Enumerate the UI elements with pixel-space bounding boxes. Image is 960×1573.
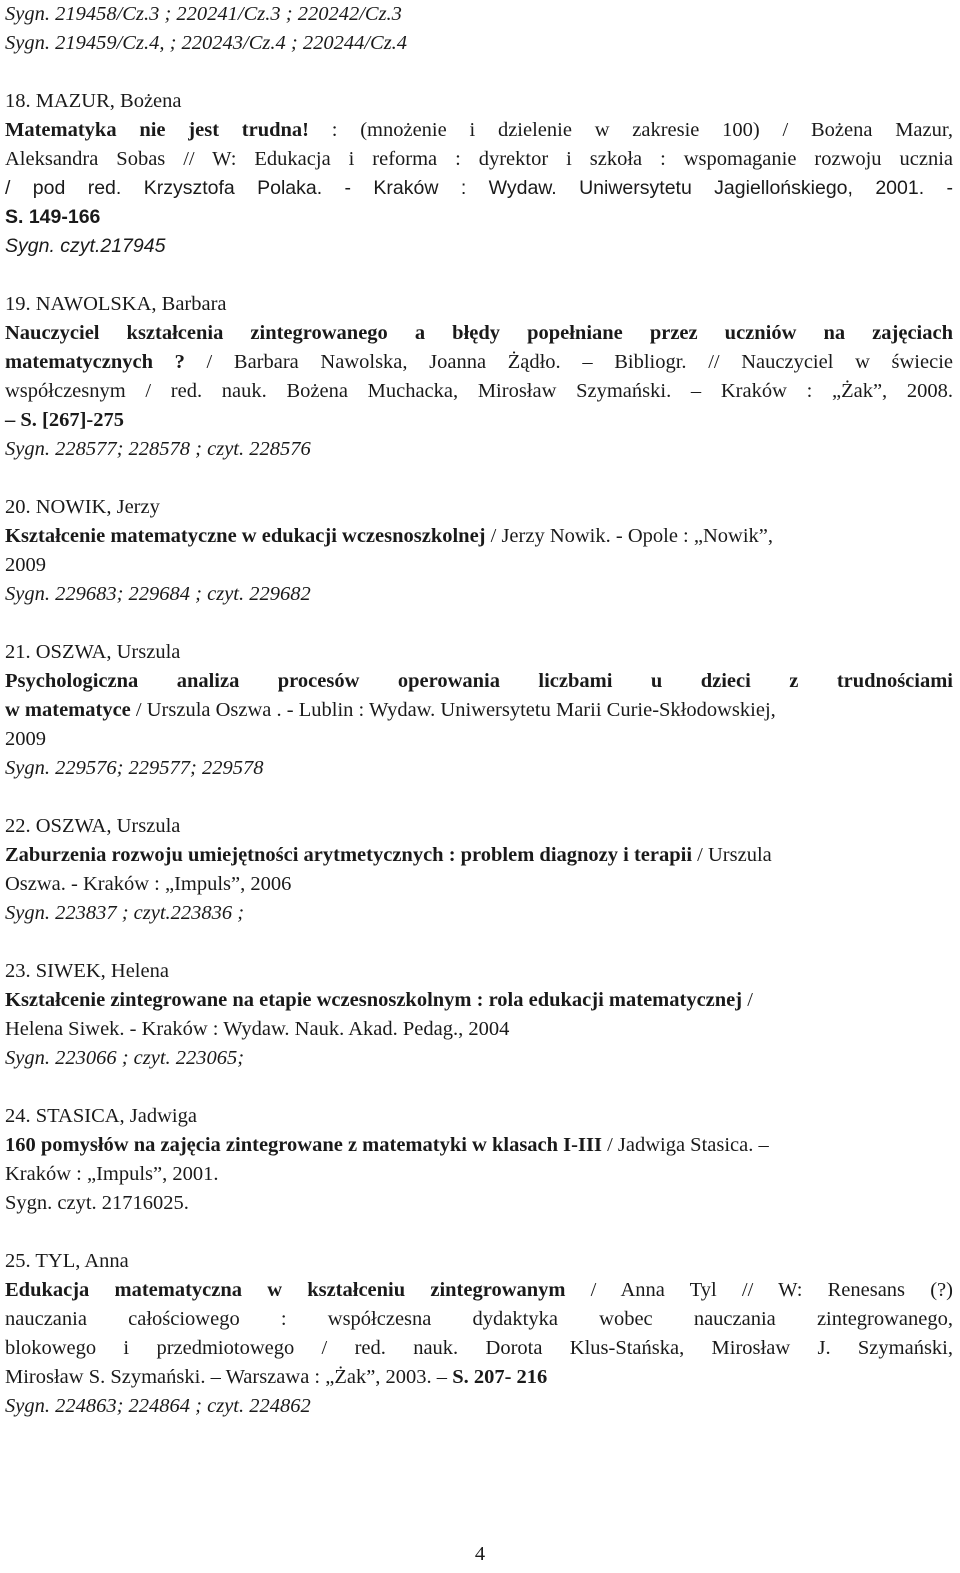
- bibliography-entry: [5, 957, 953, 1073]
- bibliography-entry: [5, 87, 953, 261]
- entry-line: Kształcenie matematyczne w edukacji wczesnoszkolnej / Jerzy Nowik. - Opole : „Nowik”,: [5, 525, 774, 547]
- entry-line: Matematyka nie jest trudna! : (mnożenie i dzielenie w zakresie 100) / Bożena Mazur,: [5, 119, 953, 141]
- entry-call-number: Sygn. 229683; 229684 ; czyt. 229682: [5, 583, 311, 605]
- entry-call-number: Sygn. 223066 ; czyt. 223065;: [5, 1047, 245, 1069]
- bibliography-entry: [5, 493, 953, 609]
- entry-line: matematycznych ? / Barbara Nawolska, Joanna Żądło. – Bibliogr. // Nauczyciel w świecie: [5, 351, 953, 373]
- entry-title: Psychologiczna analiza procesów operowania liczbami u dzieci z trudnościami: [5, 670, 953, 692]
- entry-line: / pod red. Krzysztofa Polaka. - Kraków : Wydaw. Uniwersytetu Jagiellońskiego, 2001. -: [5, 177, 953, 199]
- entry-heading: 20. NOWIK, Jerzy: [5, 496, 160, 518]
- bibliography-entry: [5, 1102, 953, 1218]
- entry-line: Oszwa. - Kraków : „Impuls”, 2006: [5, 873, 292, 895]
- entry-line: 160 pomysłów na zajęcia zintegrowane z matematyki w klasach I-III / Jadwiga Stasica. –: [5, 1134, 769, 1156]
- entry-line: Aleksandra Sobas // W: Edukacja i reforma : dyrektor i szkoła : wspomaganie rozwoju ucznia: [5, 148, 953, 170]
- entry-title: Kształcenie matematyczne w edukacji wczesnoszkolnej: [5, 525, 486, 547]
- entry-heading: 22. OSZWA, Urszula: [5, 815, 181, 837]
- entry-heading: 19. NAWOLSKA, Barbara: [5, 293, 227, 315]
- entry-line: Kraków : „Impuls”, 2001.: [5, 1163, 219, 1185]
- entry-pages: S. 207- 216: [452, 1366, 548, 1388]
- entry-title: Nauczyciel kształcenia zintegrowanego a błędy popełniane przez uczniów na zajęciach: [5, 322, 953, 344]
- bibliography-entry: [5, 1247, 953, 1421]
- entry-call-number: Sygn. czyt.217945: [5, 235, 166, 257]
- bibliography-page: [5, 0, 953, 1421]
- entry-heading: 23. SIWEK, Helena: [5, 960, 169, 982]
- entry-line: Helena Siwek. - Kraków : Wydaw. Nauk. Akad. Pedag., 2004: [5, 1018, 510, 1040]
- entry-title: Edukacja matematyczna w kształceniu zintegrowanym: [5, 1279, 566, 1301]
- entry-line: Zaburzenia rozwoju umiejętności arytmetycznych : problem diagnozy i terapii / Urszula: [5, 844, 772, 866]
- entry-line: 2009: [5, 554, 46, 576]
- entry-call-number: Sygn. 224863; 224864 ; czyt. 224862: [5, 1395, 311, 1417]
- entry-line: Edukacja matematyczna w kształceniu zintegrowanym / Anna Tyl // W: Renesans (?): [5, 1279, 953, 1301]
- entry-heading: 24. STASICA, Jadwiga: [5, 1105, 197, 1127]
- entry-title: 160 pomysłów na zajęcia zintegrowane z matematyki w klasach I-III: [5, 1134, 602, 1156]
- entry-line: Kształcenie zintegrowane na etapie wczesnoszkolnym : rola edukacji matematycznej /: [5, 989, 753, 1011]
- call-number-line: Sygn. 219459/Cz.4, ; 220243/Cz.4 ; 220244/Cz.4: [5, 32, 408, 54]
- entry-call-number: Sygn. 228577; 228578 ; czyt. 228576: [5, 438, 311, 460]
- page-number: 4: [474, 1543, 486, 1565]
- entry-title: Zaburzenia rozwoju umiejętności arytmetycznych : problem diagnozy i terapii: [5, 844, 693, 866]
- entry-line: współczesnym / red. nauk. Bożena Muchacka, Mirosław Szymański. – Kraków : „Żak”, 2008.: [5, 380, 953, 402]
- bibliography-entry: [5, 812, 953, 928]
- call-number-line: Sygn. 219458/Cz.3 ; 220241/Cz.3 ; 220242/Cz.3: [5, 3, 402, 25]
- entry-title: Kształcenie zintegrowane na etapie wczesnoszkolnym : rola edukacji matematycznej: [5, 989, 743, 1011]
- entry-title: w matematyce: [5, 699, 131, 721]
- entry-title: matematycznych ?: [5, 351, 185, 373]
- entry-call-number: Sygn. 223837 ; czyt.223836 ;: [5, 902, 245, 924]
- entry-line: nauczania całościowego : współczesna dydaktyka wobec nauczania zintegrowanego,: [5, 1308, 953, 1330]
- entry-line: w matematyce / Urszula Oszwa . - Lublin : Wydaw. Uniwersytetu Marii Curie-Skłodowskiej,: [5, 699, 776, 721]
- bibliography-entry: [5, 638, 953, 783]
- entry-call-number: Sygn. czyt. 21716025.: [5, 1192, 189, 1214]
- entry-heading: 18. MAZUR, Bożena: [5, 90, 182, 112]
- entry-line: – S. [267]-275: [5, 409, 125, 431]
- entry-call-number: Sygn. 229576; 229577; 229578: [5, 757, 264, 779]
- entry-line: Mirosław S. Szymański. – Warszawa : „Żak”, 2003. – S. 207- 216: [5, 1366, 548, 1388]
- bibliography-entry: [5, 290, 953, 464]
- entry-heading: 21. OSZWA, Urszula: [5, 641, 181, 663]
- entry-line: 2009: [5, 728, 46, 750]
- entry-line: S. 149-166: [5, 206, 101, 228]
- entry-title: Matematyka nie jest trudna!: [5, 119, 309, 141]
- entry-heading: 25. TYL, Anna: [5, 1250, 129, 1272]
- entry-line: blokowego i przedmiotowego / red. nauk. Dorota Klus-Stańska, Mirosław J. Szymański,: [5, 1337, 953, 1359]
